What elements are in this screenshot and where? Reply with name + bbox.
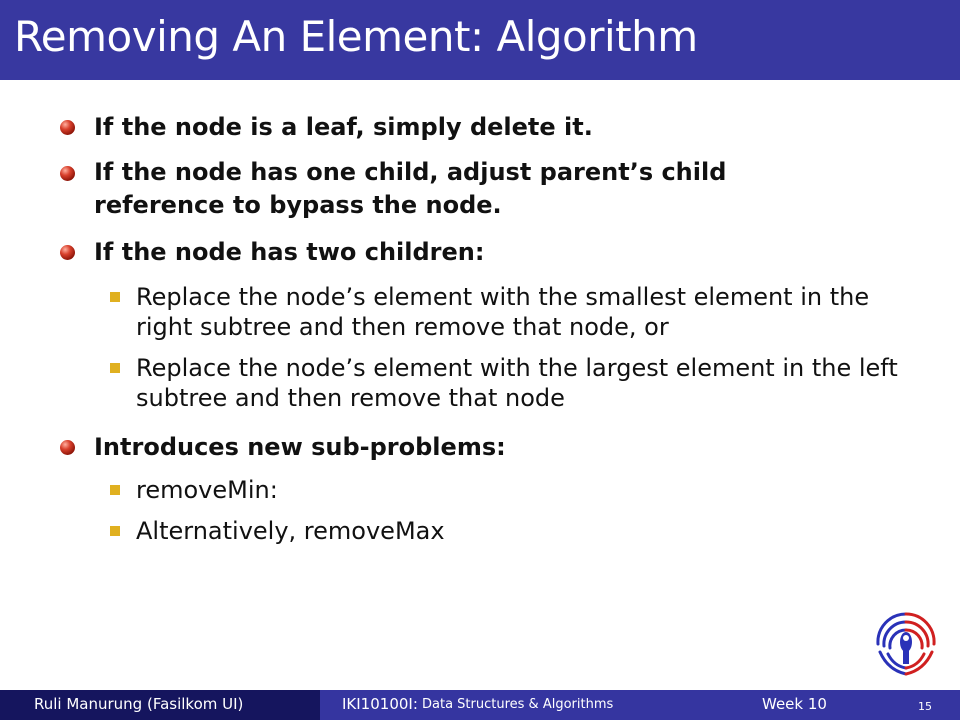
footer-course-panel xyxy=(320,690,960,720)
footer-author: Ruli Manurung (Fasilkom UI) xyxy=(34,695,244,713)
sub-bullet-removemax: Alternatively, removeMax xyxy=(136,517,445,545)
bullet-two-children: If the node has two children: xyxy=(94,238,485,266)
yellow-square-bullet-icon xyxy=(110,526,120,536)
footer-course-name: Data Structures & Algorithms xyxy=(422,697,614,712)
slide-title: Removing An Element: Algorithm xyxy=(14,12,698,61)
footer-page-number: 15 xyxy=(918,700,932,713)
sub-bullet-smallest: Replace the node’s element with the smallest element in the right subtree and then remove that node, or xyxy=(136,283,870,341)
red-sphere-bullet-icon xyxy=(60,245,75,260)
bullet-one-child: If the node has one child, adjust parent’s child reference to bypass the node. xyxy=(94,158,727,219)
university-logo-icon xyxy=(868,604,944,680)
sub-bullet-largest: Replace the node’s element with the largest element in the left subtree and then remove that node xyxy=(136,354,898,412)
sub-bullet-removemin: removeMin: xyxy=(136,476,278,504)
red-sphere-bullet-icon xyxy=(60,166,75,181)
red-sphere-bullet-icon xyxy=(60,120,75,135)
yellow-square-bullet-icon xyxy=(110,485,120,495)
footer-author-panel xyxy=(0,690,320,720)
red-sphere-bullet-icon xyxy=(60,440,75,455)
footer-course-code: IKI10100I: xyxy=(342,695,418,713)
footer-week: Week 10 xyxy=(762,695,827,713)
title-bar xyxy=(0,0,960,80)
yellow-square-bullet-icon xyxy=(110,363,120,373)
bullet-leaf: If the node is a leaf, simply delete it. xyxy=(94,113,593,141)
footer xyxy=(0,690,960,720)
yellow-square-bullet-icon xyxy=(110,292,120,302)
bullet-sub-problems: Introduces new sub-problems: xyxy=(94,433,506,461)
